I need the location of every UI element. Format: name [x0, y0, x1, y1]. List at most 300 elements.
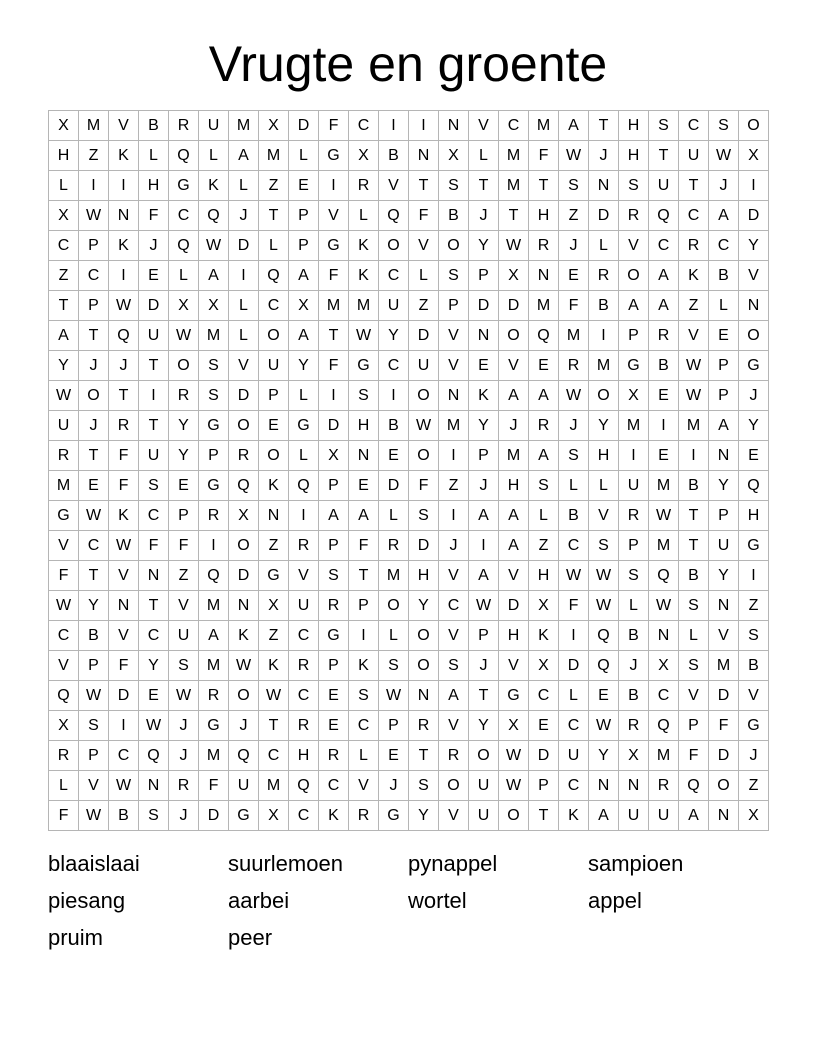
- grid-cell[interactable]: J: [229, 711, 259, 741]
- grid-cell[interactable]: W: [229, 651, 259, 681]
- grid-cell[interactable]: Y: [379, 321, 409, 351]
- grid-cell[interactable]: W: [409, 411, 439, 441]
- grid-cell[interactable]: X: [439, 141, 469, 171]
- grid-cell[interactable]: V: [169, 591, 199, 621]
- grid-cell[interactable]: R: [169, 381, 199, 411]
- grid-cell[interactable]: I: [739, 561, 769, 591]
- grid-cell[interactable]: Q: [649, 561, 679, 591]
- grid-cell[interactable]: X: [319, 441, 349, 471]
- grid-cell[interactable]: V: [109, 621, 139, 651]
- grid-cell[interactable]: O: [499, 321, 529, 351]
- grid-cell[interactable]: V: [589, 501, 619, 531]
- grid-cell[interactable]: B: [619, 681, 649, 711]
- grid-cell[interactable]: T: [139, 351, 169, 381]
- grid-cell[interactable]: E: [559, 261, 589, 291]
- grid-cell[interactable]: P: [439, 291, 469, 321]
- grid-cell[interactable]: X: [349, 141, 379, 171]
- grid-cell[interactable]: M: [619, 411, 649, 441]
- grid-cell[interactable]: W: [79, 201, 109, 231]
- grid-cell[interactable]: O: [169, 351, 199, 381]
- grid-cell[interactable]: D: [709, 741, 739, 771]
- grid-cell[interactable]: R: [319, 591, 349, 621]
- grid-cell[interactable]: Y: [589, 741, 619, 771]
- grid-cell[interactable]: M: [439, 411, 469, 441]
- grid-cell[interactable]: C: [559, 531, 589, 561]
- grid-cell[interactable]: I: [139, 381, 169, 411]
- grid-cell[interactable]: W: [649, 591, 679, 621]
- grid-cell[interactable]: Y: [409, 591, 439, 621]
- grid-cell[interactable]: W: [49, 381, 79, 411]
- grid-cell[interactable]: J: [229, 201, 259, 231]
- grid-cell[interactable]: M: [499, 441, 529, 471]
- grid-cell[interactable]: M: [199, 591, 229, 621]
- grid-cell[interactable]: B: [679, 471, 709, 501]
- grid-cell[interactable]: D: [319, 411, 349, 441]
- grid-cell[interactable]: D: [709, 681, 739, 711]
- grid-cell[interactable]: Y: [49, 351, 79, 381]
- grid-cell[interactable]: X: [619, 741, 649, 771]
- grid-cell[interactable]: T: [79, 321, 109, 351]
- grid-cell[interactable]: F: [319, 261, 349, 291]
- grid-cell[interactable]: E: [79, 471, 109, 501]
- grid-cell[interactable]: S: [679, 591, 709, 621]
- grid-cell[interactable]: D: [469, 291, 499, 321]
- grid-cell[interactable]: Q: [379, 201, 409, 231]
- grid-cell[interactable]: Q: [589, 621, 619, 651]
- grid-cell[interactable]: H: [49, 141, 79, 171]
- grid-cell[interactable]: W: [499, 231, 529, 261]
- grid-cell[interactable]: W: [79, 681, 109, 711]
- grid-cell[interactable]: D: [499, 291, 529, 321]
- grid-cell[interactable]: L: [229, 291, 259, 321]
- grid-cell[interactable]: K: [349, 261, 379, 291]
- grid-cell[interactable]: I: [409, 111, 439, 141]
- grid-cell[interactable]: C: [169, 201, 199, 231]
- grid-cell[interactable]: A: [469, 561, 499, 591]
- grid-cell[interactable]: W: [499, 741, 529, 771]
- grid-cell[interactable]: L: [559, 681, 589, 711]
- grid-cell[interactable]: G: [289, 411, 319, 441]
- grid-cell[interactable]: C: [79, 531, 109, 561]
- grid-cell[interactable]: H: [619, 141, 649, 171]
- grid-cell[interactable]: G: [319, 621, 349, 651]
- grid-cell[interactable]: T: [109, 381, 139, 411]
- grid-cell[interactable]: F: [409, 201, 439, 231]
- grid-cell[interactable]: A: [559, 111, 589, 141]
- grid-cell[interactable]: F: [319, 351, 349, 381]
- grid-cell[interactable]: T: [139, 591, 169, 621]
- grid-cell[interactable]: Z: [409, 291, 439, 321]
- grid-cell[interactable]: I: [589, 321, 619, 351]
- grid-cell[interactable]: I: [679, 441, 709, 471]
- grid-cell[interactable]: E: [649, 441, 679, 471]
- grid-cell[interactable]: I: [319, 381, 349, 411]
- grid-cell[interactable]: V: [379, 171, 409, 201]
- grid-cell[interactable]: N: [139, 561, 169, 591]
- grid-cell[interactable]: W: [589, 561, 619, 591]
- grid-cell[interactable]: T: [679, 531, 709, 561]
- grid-cell[interactable]: M: [499, 141, 529, 171]
- grid-cell[interactable]: U: [49, 411, 79, 441]
- grid-cell[interactable]: O: [259, 321, 289, 351]
- grid-cell[interactable]: V: [319, 201, 349, 231]
- grid-cell[interactable]: P: [709, 381, 739, 411]
- grid-cell[interactable]: J: [499, 411, 529, 441]
- grid-cell[interactable]: L: [619, 591, 649, 621]
- grid-cell[interactable]: C: [499, 111, 529, 141]
- grid-cell[interactable]: I: [109, 171, 139, 201]
- grid-cell[interactable]: M: [259, 141, 289, 171]
- grid-cell[interactable]: Z: [49, 261, 79, 291]
- grid-cell[interactable]: R: [619, 711, 649, 741]
- grid-cell[interactable]: L: [349, 741, 379, 771]
- grid-cell[interactable]: E: [649, 381, 679, 411]
- grid-cell[interactable]: V: [439, 801, 469, 831]
- grid-cell[interactable]: I: [349, 621, 379, 651]
- grid-cell[interactable]: T: [139, 411, 169, 441]
- grid-cell[interactable]: H: [409, 561, 439, 591]
- grid-cell[interactable]: J: [739, 381, 769, 411]
- grid-cell[interactable]: D: [739, 201, 769, 231]
- grid-cell[interactable]: S: [529, 471, 559, 501]
- grid-cell[interactable]: C: [289, 681, 319, 711]
- grid-cell[interactable]: E: [529, 711, 559, 741]
- grid-cell[interactable]: Q: [679, 771, 709, 801]
- grid-cell[interactable]: N: [619, 771, 649, 801]
- grid-cell[interactable]: N: [109, 591, 139, 621]
- grid-cell[interactable]: B: [739, 651, 769, 681]
- grid-cell[interactable]: N: [529, 261, 559, 291]
- grid-cell[interactable]: P: [619, 321, 649, 351]
- grid-cell[interactable]: B: [379, 411, 409, 441]
- grid-cell[interactable]: O: [439, 771, 469, 801]
- grid-cell[interactable]: V: [409, 231, 439, 261]
- grid-cell[interactable]: M: [259, 771, 289, 801]
- grid-cell[interactable]: B: [619, 621, 649, 651]
- grid-cell[interactable]: V: [499, 351, 529, 381]
- grid-cell[interactable]: M: [319, 291, 349, 321]
- grid-cell[interactable]: Y: [169, 441, 199, 471]
- grid-cell[interactable]: S: [319, 561, 349, 591]
- grid-cell[interactable]: L: [349, 201, 379, 231]
- grid-cell[interactable]: P: [259, 381, 289, 411]
- grid-cell[interactable]: N: [709, 441, 739, 471]
- grid-cell[interactable]: C: [379, 351, 409, 381]
- grid-cell[interactable]: J: [79, 411, 109, 441]
- grid-cell[interactable]: F: [109, 441, 139, 471]
- grid-cell[interactable]: V: [499, 651, 529, 681]
- grid-cell[interactable]: F: [319, 111, 349, 141]
- grid-cell[interactable]: I: [109, 711, 139, 741]
- grid-cell[interactable]: T: [469, 171, 499, 201]
- grid-cell[interactable]: F: [109, 471, 139, 501]
- grid-cell[interactable]: C: [559, 711, 589, 741]
- grid-cell[interactable]: J: [469, 651, 499, 681]
- grid-cell[interactable]: F: [109, 651, 139, 681]
- grid-cell[interactable]: Q: [229, 471, 259, 501]
- grid-cell[interactable]: Y: [469, 711, 499, 741]
- grid-cell[interactable]: P: [349, 591, 379, 621]
- grid-cell[interactable]: E: [469, 351, 499, 381]
- grid-cell[interactable]: O: [379, 231, 409, 261]
- grid-cell[interactable]: U: [619, 471, 649, 501]
- grid-cell[interactable]: L: [289, 141, 319, 171]
- grid-cell[interactable]: K: [349, 231, 379, 261]
- grid-cell[interactable]: A: [319, 501, 349, 531]
- grid-cell[interactable]: L: [379, 501, 409, 531]
- grid-cell[interactable]: Q: [259, 261, 289, 291]
- grid-cell[interactable]: Y: [469, 231, 499, 261]
- grid-cell[interactable]: C: [679, 111, 709, 141]
- grid-cell[interactable]: L: [469, 141, 499, 171]
- grid-cell[interactable]: J: [709, 171, 739, 201]
- grid-cell[interactable]: G: [259, 561, 289, 591]
- grid-cell[interactable]: W: [469, 591, 499, 621]
- grid-cell[interactable]: D: [229, 561, 259, 591]
- grid-cell[interactable]: M: [649, 741, 679, 771]
- grid-cell[interactable]: W: [139, 711, 169, 741]
- grid-cell[interactable]: J: [439, 531, 469, 561]
- grid-cell[interactable]: H: [349, 411, 379, 441]
- grid-cell[interactable]: V: [49, 651, 79, 681]
- grid-cell[interactable]: Q: [289, 471, 319, 501]
- grid-cell[interactable]: C: [349, 111, 379, 141]
- grid-cell[interactable]: V: [679, 681, 709, 711]
- grid-cell[interactable]: C: [49, 231, 79, 261]
- grid-cell[interactable]: R: [229, 441, 259, 471]
- grid-cell[interactable]: J: [589, 141, 619, 171]
- grid-cell[interactable]: X: [499, 711, 529, 741]
- grid-cell[interactable]: S: [139, 471, 169, 501]
- grid-cell[interactable]: V: [439, 351, 469, 381]
- grid-cell[interactable]: S: [349, 681, 379, 711]
- grid-cell[interactable]: B: [139, 111, 169, 141]
- grid-cell[interactable]: S: [199, 351, 229, 381]
- grid-cell[interactable]: O: [409, 651, 439, 681]
- grid-cell[interactable]: G: [199, 471, 229, 501]
- grid-cell[interactable]: W: [49, 591, 79, 621]
- grid-cell[interactable]: W: [649, 501, 679, 531]
- grid-cell[interactable]: U: [559, 741, 589, 771]
- grid-cell[interactable]: F: [559, 591, 589, 621]
- grid-cell[interactable]: V: [229, 351, 259, 381]
- grid-cell[interactable]: U: [709, 531, 739, 561]
- grid-cell[interactable]: T: [319, 321, 349, 351]
- grid-cell[interactable]: Q: [229, 741, 259, 771]
- grid-cell[interactable]: X: [169, 291, 199, 321]
- grid-cell[interactable]: R: [289, 531, 319, 561]
- grid-cell[interactable]: V: [619, 231, 649, 261]
- grid-cell[interactable]: N: [349, 441, 379, 471]
- grid-cell[interactable]: M: [529, 291, 559, 321]
- grid-cell[interactable]: F: [709, 711, 739, 741]
- grid-cell[interactable]: S: [439, 651, 469, 681]
- grid-cell[interactable]: Y: [739, 411, 769, 441]
- grid-cell[interactable]: U: [139, 321, 169, 351]
- grid-cell[interactable]: R: [619, 201, 649, 231]
- grid-cell[interactable]: O: [439, 231, 469, 261]
- grid-cell[interactable]: O: [409, 621, 439, 651]
- grid-cell[interactable]: D: [229, 231, 259, 261]
- grid-cell[interactable]: Y: [739, 231, 769, 261]
- grid-cell[interactable]: M: [199, 651, 229, 681]
- grid-cell[interactable]: Q: [139, 741, 169, 771]
- grid-cell[interactable]: J: [469, 471, 499, 501]
- grid-cell[interactable]: E: [529, 351, 559, 381]
- grid-cell[interactable]: H: [529, 201, 559, 231]
- grid-cell[interactable]: S: [409, 771, 439, 801]
- grid-cell[interactable]: W: [709, 141, 739, 171]
- grid-cell[interactable]: M: [649, 531, 679, 561]
- grid-cell[interactable]: N: [139, 771, 169, 801]
- grid-cell[interactable]: D: [559, 651, 589, 681]
- grid-cell[interactable]: L: [379, 621, 409, 651]
- grid-cell[interactable]: Q: [169, 141, 199, 171]
- grid-cell[interactable]: F: [169, 531, 199, 561]
- grid-cell[interactable]: U: [289, 591, 319, 621]
- grid-cell[interactable]: U: [649, 171, 679, 201]
- grid-cell[interactable]: F: [139, 201, 169, 231]
- grid-cell[interactable]: T: [649, 141, 679, 171]
- grid-cell[interactable]: F: [139, 531, 169, 561]
- grid-cell[interactable]: J: [169, 741, 199, 771]
- grid-cell[interactable]: H: [739, 501, 769, 531]
- grid-cell[interactable]: C: [139, 621, 169, 651]
- grid-cell[interactable]: Z: [739, 591, 769, 621]
- grid-cell[interactable]: V: [469, 111, 499, 141]
- grid-cell[interactable]: L: [169, 261, 199, 291]
- grid-cell[interactable]: K: [559, 801, 589, 831]
- grid-cell[interactable]: S: [619, 171, 649, 201]
- grid-cell[interactable]: G: [619, 351, 649, 381]
- grid-cell[interactable]: C: [109, 741, 139, 771]
- grid-cell[interactable]: C: [349, 711, 379, 741]
- grid-cell[interactable]: T: [499, 201, 529, 231]
- grid-cell[interactable]: R: [439, 741, 469, 771]
- grid-cell[interactable]: R: [559, 351, 589, 381]
- grid-cell[interactable]: C: [79, 261, 109, 291]
- grid-cell[interactable]: I: [79, 171, 109, 201]
- grid-cell[interactable]: D: [199, 801, 229, 831]
- grid-cell[interactable]: V: [679, 321, 709, 351]
- grid-cell[interactable]: X: [529, 651, 559, 681]
- grid-cell[interactable]: X: [649, 651, 679, 681]
- grid-cell[interactable]: T: [79, 441, 109, 471]
- grid-cell[interactable]: Q: [649, 711, 679, 741]
- grid-cell[interactable]: N: [469, 321, 499, 351]
- grid-cell[interactable]: A: [289, 321, 319, 351]
- grid-cell[interactable]: C: [439, 591, 469, 621]
- grid-cell[interactable]: C: [649, 681, 679, 711]
- grid-cell[interactable]: M: [379, 561, 409, 591]
- grid-cell[interactable]: R: [199, 681, 229, 711]
- grid-cell[interactable]: J: [559, 411, 589, 441]
- grid-cell[interactable]: M: [229, 111, 259, 141]
- grid-cell[interactable]: O: [619, 261, 649, 291]
- grid-cell[interactable]: N: [109, 201, 139, 231]
- grid-cell[interactable]: B: [679, 561, 709, 591]
- grid-cell[interactable]: Q: [109, 321, 139, 351]
- grid-cell[interactable]: S: [589, 531, 619, 561]
- grid-cell[interactable]: H: [529, 561, 559, 591]
- grid-cell[interactable]: W: [379, 681, 409, 711]
- grid-cell[interactable]: D: [289, 111, 319, 141]
- grid-cell[interactable]: C: [289, 621, 319, 651]
- grid-cell[interactable]: U: [379, 291, 409, 321]
- grid-cell[interactable]: Y: [409, 801, 439, 831]
- grid-cell[interactable]: Z: [739, 771, 769, 801]
- grid-cell[interactable]: Y: [289, 351, 319, 381]
- grid-cell[interactable]: L: [679, 621, 709, 651]
- grid-cell[interactable]: E: [289, 171, 319, 201]
- grid-cell[interactable]: A: [529, 381, 559, 411]
- grid-cell[interactable]: Q: [289, 771, 319, 801]
- grid-cell[interactable]: N: [439, 381, 469, 411]
- grid-cell[interactable]: Y: [709, 561, 739, 591]
- grid-cell[interactable]: P: [529, 771, 559, 801]
- grid-cell[interactable]: W: [169, 681, 199, 711]
- grid-cell[interactable]: P: [679, 711, 709, 741]
- grid-cell[interactable]: R: [349, 801, 379, 831]
- grid-cell[interactable]: S: [349, 381, 379, 411]
- grid-cell[interactable]: Z: [259, 171, 289, 201]
- grid-cell[interactable]: E: [259, 411, 289, 441]
- grid-cell[interactable]: G: [739, 351, 769, 381]
- grid-cell[interactable]: P: [319, 531, 349, 561]
- grid-cell[interactable]: F: [409, 471, 439, 501]
- grid-cell[interactable]: T: [349, 561, 379, 591]
- grid-cell[interactable]: W: [109, 531, 139, 561]
- grid-cell[interactable]: R: [409, 711, 439, 741]
- grid-cell[interactable]: V: [439, 321, 469, 351]
- grid-cell[interactable]: E: [379, 441, 409, 471]
- grid-cell[interactable]: K: [199, 171, 229, 201]
- grid-cell[interactable]: S: [559, 171, 589, 201]
- grid-cell[interactable]: V: [499, 561, 529, 591]
- grid-cell[interactable]: A: [649, 261, 679, 291]
- grid-cell[interactable]: S: [739, 621, 769, 651]
- grid-cell[interactable]: P: [619, 531, 649, 561]
- grid-cell[interactable]: I: [739, 171, 769, 201]
- grid-cell[interactable]: Y: [139, 651, 169, 681]
- grid-cell[interactable]: O: [469, 741, 499, 771]
- grid-cell[interactable]: B: [559, 501, 589, 531]
- grid-cell[interactable]: F: [49, 561, 79, 591]
- grid-cell[interactable]: K: [319, 801, 349, 831]
- grid-cell[interactable]: L: [289, 381, 319, 411]
- grid-cell[interactable]: F: [199, 771, 229, 801]
- grid-cell[interactable]: A: [229, 141, 259, 171]
- grid-cell[interactable]: K: [259, 471, 289, 501]
- grid-cell[interactable]: W: [679, 351, 709, 381]
- grid-cell[interactable]: N: [259, 501, 289, 531]
- grid-cell[interactable]: D: [409, 531, 439, 561]
- grid-cell[interactable]: D: [589, 201, 619, 231]
- grid-cell[interactable]: W: [499, 771, 529, 801]
- grid-cell[interactable]: I: [649, 411, 679, 441]
- grid-cell[interactable]: F: [559, 291, 589, 321]
- grid-cell[interactable]: C: [529, 681, 559, 711]
- grid-cell[interactable]: Z: [79, 141, 109, 171]
- grid-cell[interactable]: P: [709, 351, 739, 381]
- grid-cell[interactable]: M: [529, 111, 559, 141]
- grid-cell[interactable]: J: [469, 201, 499, 231]
- grid-cell[interactable]: E: [709, 321, 739, 351]
- grid-cell[interactable]: E: [589, 681, 619, 711]
- grid-cell[interactable]: X: [229, 501, 259, 531]
- grid-cell[interactable]: W: [79, 801, 109, 831]
- grid-cell[interactable]: R: [109, 411, 139, 441]
